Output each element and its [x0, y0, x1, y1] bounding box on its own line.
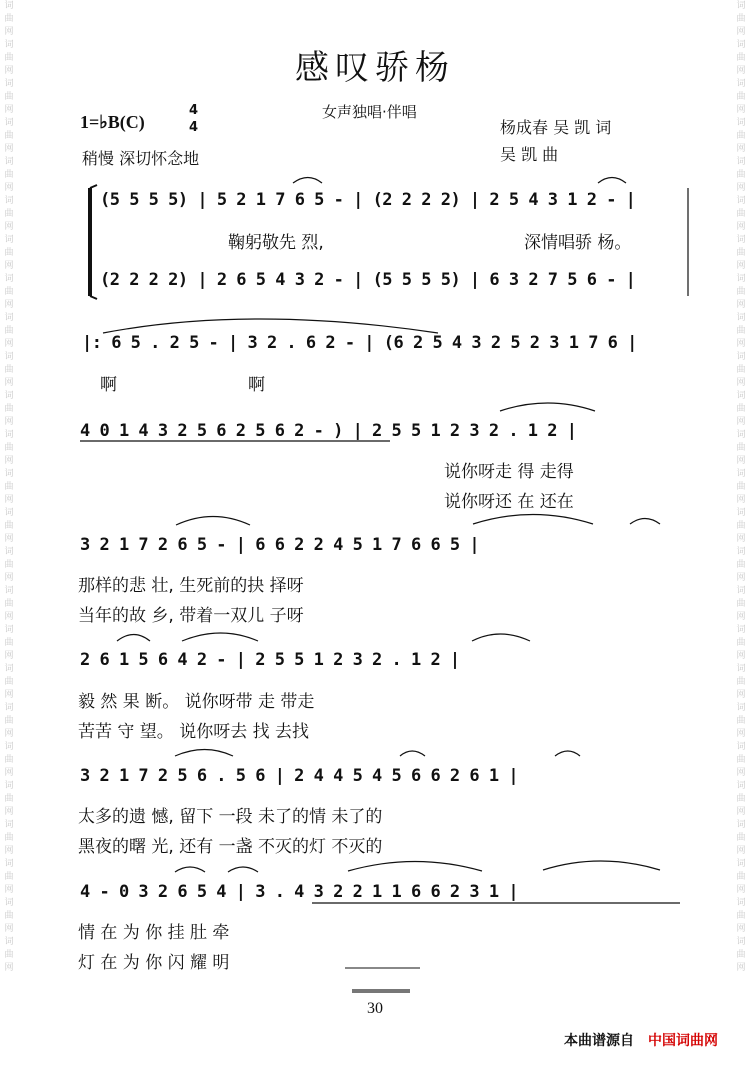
notation-row-5: 3 2 1 7 2 6 5 - | 6 6 2 2 4 5 1 7 6 6 5 |: [80, 535, 480, 555]
watermark-glyph: 网: [4, 222, 14, 232]
watermark-glyph: 网: [4, 300, 14, 310]
watermark-glyph: 曲: [736, 131, 746, 141]
watermark-glyph: 曲: [736, 950, 746, 960]
watermark-glyph: 网: [4, 729, 14, 739]
watermark-glyph: 曲: [4, 833, 14, 843]
watermark-glyph: 网: [4, 612, 14, 622]
watermark-glyph: 曲: [736, 755, 746, 765]
watermark-glyph: 网: [4, 807, 14, 817]
watermark-glyph: 曲: [736, 287, 746, 297]
watermark-glyph: 网: [736, 885, 746, 895]
watermark-glyph: 曲: [4, 755, 14, 765]
watermark-glyph: 曲: [4, 131, 14, 141]
watermark-glyph: 网: [736, 495, 746, 505]
song-title: 感叹骄杨: [295, 48, 455, 88]
source-site: 中国词曲网: [648, 1033, 718, 1049]
watermark-glyph: 词: [736, 937, 746, 947]
watermark-glyph: 词: [4, 157, 14, 167]
lyric-row-4a: 说你呀走 得 走得: [444, 462, 574, 482]
watermark-glyph: 网: [736, 768, 746, 778]
watermark-glyph: 网: [4, 534, 14, 544]
watermark-glyph: 词: [736, 157, 746, 167]
slur-4: [500, 403, 595, 411]
slur-6: [473, 515, 593, 525]
watermark-glyph: 词: [4, 664, 14, 674]
slur-12: [400, 751, 425, 756]
watermark-glyph: 网: [4, 378, 14, 388]
watermark-glyph: 曲: [4, 911, 14, 921]
watermark-glyph: 曲: [736, 521, 746, 531]
watermark-glyph: 词: [736, 118, 746, 128]
watermark-glyph: 曲: [736, 92, 746, 102]
slur-8: [117, 635, 150, 642]
watermark-glyph: 曲: [736, 794, 746, 804]
watermark-glyph: 网: [4, 573, 14, 583]
watermark-glyph: 词: [736, 547, 746, 557]
watermark-glyph: 曲: [4, 872, 14, 882]
lyric-row-6b: 苦苦 守 望。 说你呀去 找 去找: [78, 722, 310, 742]
watermark-glyph: 网: [736, 729, 746, 739]
watermark-glyph: 词: [736, 820, 746, 830]
watermark-glyph: 曲: [736, 326, 746, 336]
watermark-glyph: 网: [736, 144, 746, 154]
watermark-glyph: 网: [736, 339, 746, 349]
lyric-row-1b: 深情唱骄 杨。: [524, 233, 632, 253]
watermark-glyph: 网: [4, 183, 14, 193]
watermark-glyph: 词: [736, 430, 746, 440]
watermark-glyph: 网: [4, 963, 14, 973]
watermark-glyph: 网: [736, 612, 746, 622]
lyric-row-1a: 鞠躬敬先 烈,: [228, 233, 324, 253]
watermark-glyph: 曲: [4, 365, 14, 375]
watermark-glyph: 网: [4, 417, 14, 427]
lyric-row-5a: 那样的悲 壮, 生死前的抉 择呀: [78, 576, 304, 596]
watermark-glyph: 词: [4, 352, 14, 362]
notation-row-6: 2 6 1 5 6 4 2 - | 2 5 5 1 2 3 2 . 1 2 |: [80, 650, 460, 670]
watermark-glyph: 曲: [4, 404, 14, 414]
watermark-glyph: 词: [4, 742, 14, 752]
watermark-glyph: 网: [736, 261, 746, 271]
watermark-glyph: 曲: [736, 53, 746, 63]
watermark-glyph: 网: [736, 963, 746, 973]
watermark-glyph: 曲: [4, 716, 14, 726]
time-signature-top: 4: [189, 103, 199, 118]
watermark-glyph: 词: [736, 196, 746, 206]
watermark-glyph: 曲: [736, 911, 746, 921]
watermark-glyph: 网: [4, 105, 14, 115]
watermark-glyph: 网: [736, 417, 746, 427]
watermark-glyph: 词: [4, 820, 14, 830]
watermark-glyph: 曲: [4, 638, 14, 648]
watermark-glyph: 词: [736, 898, 746, 908]
watermark-glyph: 词: [736, 664, 746, 674]
watermark-glyph: 网: [4, 495, 14, 505]
slur-5: [176, 517, 250, 526]
slur-2: [598, 178, 626, 184]
watermark-glyph: 曲: [736, 404, 746, 414]
watermark-glyph: 词: [4, 937, 14, 947]
slur-3: [103, 319, 438, 333]
watermark-glyph: 词: [4, 274, 14, 284]
watermark-glyph: 词: [736, 391, 746, 401]
watermark-glyph: 词: [4, 547, 14, 557]
watermark-glyph: 网: [736, 66, 746, 76]
watermark-glyph: 词: [736, 313, 746, 323]
watermark-glyph: 曲: [4, 248, 14, 258]
watermark-glyph: 网: [736, 690, 746, 700]
notation-row-7: 3 2 1 7 2 5 6 . 5 6 | 2 4 4 5 4 5 6 6 2 6 1 |: [80, 766, 519, 786]
watermark-glyph: 曲: [736, 248, 746, 258]
slur-1: [293, 178, 322, 184]
watermark-glyph: 词: [736, 1, 746, 11]
watermark-glyph: 词: [4, 40, 14, 50]
watermark-glyph: 曲: [4, 482, 14, 492]
watermark-glyph: 曲: [736, 833, 746, 843]
watermark-glyph: 曲: [4, 677, 14, 687]
slur-10: [472, 634, 530, 641]
watermark-glyph: 词: [4, 586, 14, 596]
watermark-glyph: 曲: [4, 950, 14, 960]
watermark-glyph: 词: [4, 898, 14, 908]
notation-row-2: (2 2 2 2) | 2 6 5 4 3 2 - | (5 5 5 5) | 6 3 2 7 5 6 - |: [100, 270, 636, 290]
watermark-glyph: 网: [736, 300, 746, 310]
watermark-glyph: 网: [736, 27, 746, 37]
composer: 吴 凯 曲: [500, 145, 559, 164]
lyric-row-3b: 啊: [248, 375, 265, 395]
watermark-glyph: 网: [4, 924, 14, 934]
watermark-glyph: 词: [4, 781, 14, 791]
slur-15: [228, 867, 258, 872]
watermark-glyph: 网: [4, 690, 14, 700]
watermark-glyph: 网: [736, 183, 746, 193]
watermark-glyph: 网: [736, 534, 746, 544]
slur-14: [175, 867, 205, 872]
watermark-glyph: 网: [4, 27, 14, 37]
watermark-glyph: 词: [736, 586, 746, 596]
lyric-row-8a: 情 在 为 你 挂 肚 牵: [78, 923, 230, 943]
notation-row-4: 4 0 1 4 3 2 5 6 2 5 6 2 - ) | 2 5 5 1 2 3 2 . 1 2 |: [80, 421, 577, 441]
lyric-row-7a: 太多的遗 憾, 留下 一段 未了的情 未了的: [78, 807, 383, 827]
watermark-glyph: 词: [736, 508, 746, 518]
watermark-glyph: 曲: [736, 716, 746, 726]
slur-7: [630, 519, 660, 525]
watermark-glyph: 词: [736, 625, 746, 635]
watermark-glyph: 词: [736, 781, 746, 791]
watermark-glyph: 词: [4, 508, 14, 518]
watermark-glyph: 网: [736, 846, 746, 856]
watermark-glyph: 词: [4, 313, 14, 323]
watermark-glyph: 词: [736, 274, 746, 284]
watermark-glyph: 词: [4, 118, 14, 128]
watermark-glyph: 曲: [4, 209, 14, 219]
watermark-glyph: 曲: [736, 599, 746, 609]
slur-9: [182, 633, 258, 641]
notation-row-8: 4 - 0 3 2 6 5 4 | 3 . 4 3 2 2 1 1 6 6 2 3 1 |: [80, 882, 519, 902]
watermark-glyph: 网: [736, 378, 746, 388]
lyric-row-5b: 当年的故 乡, 带着一双儿 子呀: [78, 606, 304, 626]
lyric-row-6a: 毅 然 果 断。 说你呀带 走 带走: [78, 692, 315, 712]
watermark-glyph: 曲: [736, 14, 746, 24]
time-signature-bottom: 4: [189, 120, 199, 135]
watermark-glyph: 词: [736, 235, 746, 245]
watermark-glyph: 词: [4, 1, 14, 11]
watermark-glyph: 词: [4, 196, 14, 206]
watermark-glyph: 曲: [4, 443, 14, 453]
key-signature: 1=♭B(C): [80, 112, 145, 132]
watermark-glyph: 词: [4, 235, 14, 245]
watermark-glyph: 词: [736, 79, 746, 89]
watermark-glyph: 词: [4, 859, 14, 869]
watermark-glyph: 网: [4, 846, 14, 856]
watermark-glyph: 词: [4, 79, 14, 89]
watermark-glyph: 曲: [736, 677, 746, 687]
watermark-glyph: 曲: [736, 482, 746, 492]
lyricist: 杨成春 吴 凯 词: [500, 118, 612, 137]
watermark-glyph: 网: [4, 768, 14, 778]
watermark-glyph: 词: [736, 352, 746, 362]
notation-row-3: |: 6 5 . 2 5 - | 3 2 . 6 2 - | (6 2 5 4 3 2 5 2 3 1 7 6 |: [82, 333, 637, 353]
watermark-glyph: 曲: [736, 560, 746, 570]
slur-16: [348, 862, 482, 872]
watermark-glyph: 曲: [4, 287, 14, 297]
watermark-glyph: 网: [736, 105, 746, 115]
watermark-glyph: 网: [4, 651, 14, 661]
notation-row-1: (5 5 5 5) | 5 2 1 7 6 5 - | (2 2 2 2) | 2 5 4 3 1 2 - |: [100, 190, 636, 210]
watermark-glyph: 词: [4, 430, 14, 440]
lyric-row-4b: 说你呀还 在 还在: [444, 492, 574, 512]
watermark-glyph: 曲: [736, 443, 746, 453]
watermark-glyph: 词: [736, 40, 746, 50]
watermark-glyph: 曲: [4, 521, 14, 531]
watermark-glyph: 网: [4, 66, 14, 76]
slur-13: [555, 751, 580, 756]
performance-note: 女声独唱·伴唱: [322, 103, 417, 121]
source-credit: [564, 1030, 718, 1050]
lyric-row-7b: 黑夜的曙 光, 还有 一盏 不灭的灯 不灭的: [78, 837, 383, 857]
slur-11: [175, 750, 233, 757]
watermark-glyph: 词: [4, 625, 14, 635]
watermark-glyph: 曲: [4, 92, 14, 102]
watermark-glyph: 曲: [4, 794, 14, 804]
watermark-glyph: 网: [4, 456, 14, 466]
tempo-marking: 稍慢 深切怀念地: [82, 149, 200, 168]
source-label: 本曲谱源自: [564, 1033, 634, 1049]
watermark-glyph: 曲: [4, 599, 14, 609]
watermark-glyph: 曲: [736, 872, 746, 882]
watermark-glyph: 网: [736, 651, 746, 661]
watermark-glyph: 曲: [736, 365, 746, 375]
watermark-glyph: 词: [736, 742, 746, 752]
watermark-glyph: 曲: [4, 170, 14, 180]
watermark-glyph: 曲: [736, 170, 746, 180]
watermark-glyph: 网: [4, 339, 14, 349]
watermark-glyph: 曲: [736, 638, 746, 648]
watermark-glyph: 曲: [4, 560, 14, 570]
watermark-glyph: 词: [736, 469, 746, 479]
page-number: 30: [367, 1000, 383, 1017]
watermark-glyph: 网: [4, 885, 14, 895]
watermark-glyph: 网: [736, 222, 746, 232]
lyric-row-3a: 啊: [100, 375, 117, 395]
watermark-glyph: 曲: [4, 53, 14, 63]
watermark-glyph: 曲: [4, 326, 14, 336]
watermark-glyph: 网: [4, 261, 14, 271]
watermark-glyph: 网: [736, 807, 746, 817]
watermark-glyph: 网: [736, 573, 746, 583]
watermark-glyph: 曲: [736, 209, 746, 219]
watermark-glyph: 词: [4, 391, 14, 401]
watermark-glyph: 网: [736, 456, 746, 466]
watermark-glyph: 词: [4, 703, 14, 713]
lyric-row-8b: 灯 在 为 你 闪 耀 明: [78, 953, 230, 973]
watermark-glyph: 词: [4, 469, 14, 479]
watermark-glyph: 曲: [4, 14, 14, 24]
watermark-glyph: 词: [736, 703, 746, 713]
slur-17: [543, 861, 660, 870]
watermark-glyph: 词: [736, 859, 746, 869]
watermark-glyph: 网: [736, 924, 746, 934]
watermark-glyph: 网: [4, 144, 14, 154]
